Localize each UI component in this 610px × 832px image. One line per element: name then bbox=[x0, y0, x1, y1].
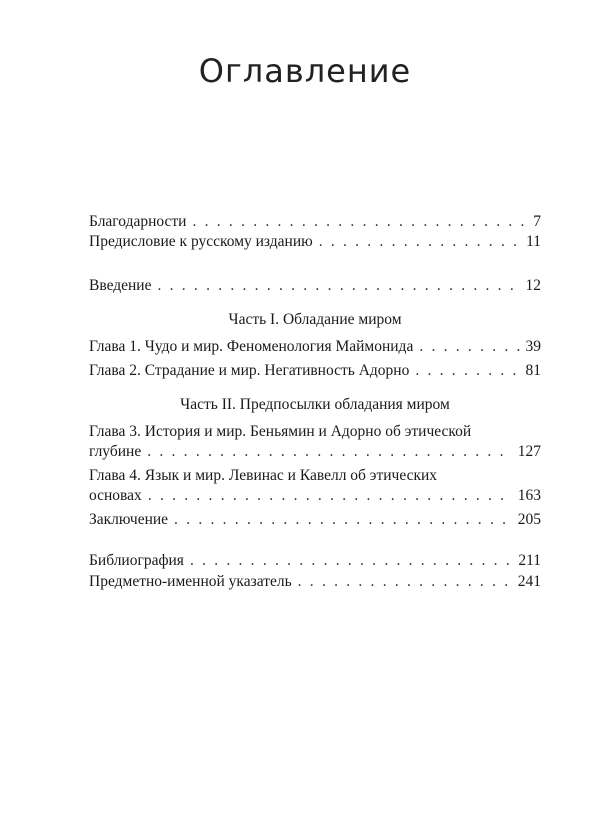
part-heading-2: Часть II. Предпосылки обладания миром bbox=[180, 396, 450, 413]
toc-entry-page: 12 bbox=[525, 277, 541, 294]
dot-leader bbox=[174, 510, 512, 530]
part-heading-1: Часть I. Обладание миром bbox=[228, 311, 402, 328]
toc-entry-page: 127 bbox=[517, 443, 541, 460]
toc-entry-chapter-1[interactable] bbox=[89, 337, 541, 357]
toc-entry-page: 211 bbox=[518, 552, 541, 569]
toc-entry-page: 163 bbox=[517, 487, 541, 504]
toc-entry-text: Введение bbox=[89, 277, 152, 294]
toc-entry-page: 7 bbox=[533, 213, 541, 230]
toc-entry-conclusion[interactable] bbox=[89, 510, 541, 530]
toc-entry-text: основах bbox=[89, 487, 142, 504]
dot-leader bbox=[148, 486, 512, 506]
toc-entry-acknowledgements[interactable] bbox=[89, 212, 541, 232]
toc-entry-chapter-2[interactable] bbox=[89, 361, 541, 381]
toc-entry-text: Предисловие к русскому изданию bbox=[89, 233, 313, 250]
toc-entry-bibliography[interactable] bbox=[89, 551, 541, 571]
dot-leader bbox=[319, 232, 520, 252]
dot-leader bbox=[190, 551, 512, 571]
dot-leader bbox=[415, 361, 519, 381]
toc-entry-text: Глава 2. Страдание и мир. Негативность Адорно bbox=[89, 362, 410, 379]
dot-leader bbox=[298, 572, 512, 592]
dot-leader bbox=[147, 442, 512, 462]
toc-entry-preface[interactable] bbox=[89, 232, 541, 252]
dot-leader bbox=[419, 337, 519, 357]
toc-entry-chapter-4[interactable] bbox=[89, 486, 541, 506]
page-title: Оглавление bbox=[198, 52, 412, 90]
toc-entry-chapter-3-line1[interactable]: Глава 3. История и мир. Беньямин и Адорно об этической bbox=[89, 423, 472, 440]
toc-entry-text: Глава 1. Чудо и мир. Феноменология Маймонида bbox=[89, 338, 414, 355]
toc-entry-page: 205 bbox=[517, 511, 541, 528]
toc-entry-page: 39 bbox=[525, 338, 541, 355]
toc-entry-text: Благодарности bbox=[89, 213, 187, 230]
toc-entry-text: глубине bbox=[89, 443, 142, 460]
toc-entry-text: Предметно-именной указатель bbox=[89, 573, 292, 590]
toc-entry-index[interactable] bbox=[89, 572, 541, 592]
toc-entry-introduction[interactable] bbox=[89, 276, 541, 296]
toc-entry-page: 11 bbox=[526, 233, 541, 250]
toc-entry-chapter-4-line1[interactable]: Глава 4. Язык и мир. Левинас и Кавелл об этических bbox=[89, 467, 438, 484]
toc-entry-chapter-3[interactable] bbox=[89, 442, 541, 462]
toc-entry-text: Заключение bbox=[89, 511, 169, 528]
toc-entry-page: 241 bbox=[517, 573, 541, 590]
toc-entry-text: Библиография bbox=[89, 552, 184, 569]
toc-entry-page: 81 bbox=[525, 362, 541, 379]
dot-leader bbox=[157, 276, 519, 296]
dot-leader bbox=[192, 212, 527, 232]
